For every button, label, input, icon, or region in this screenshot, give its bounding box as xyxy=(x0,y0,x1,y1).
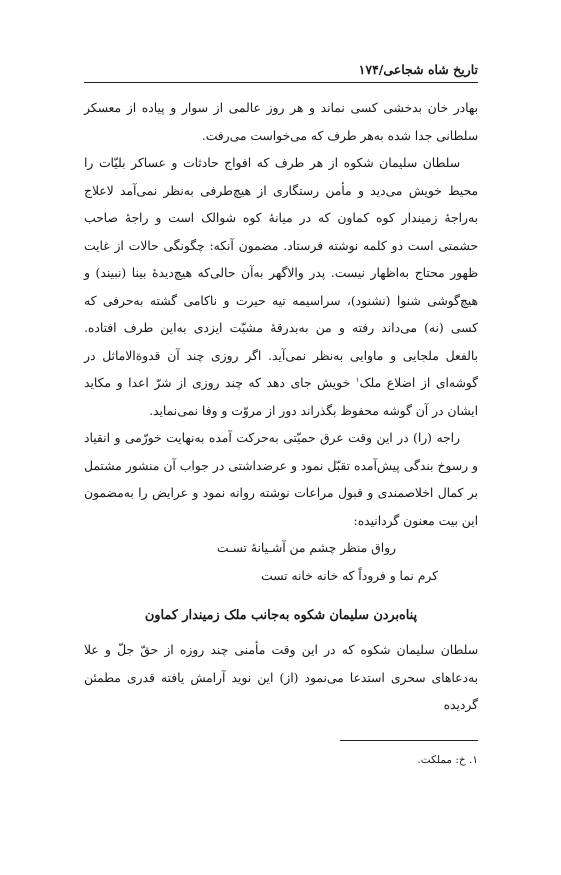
paragraph-2-part-1: سلطان سلیمان شکوه از هر طرف که افواج حادثات و عساکر بلیّات را محیط خویش می‌دید و مأمن رستگاری از هیچ‌طرفی به‌نظر نمی‌آمد لاعلاج به‌راجهٔ زمیندار کوه کماون که در میانهٔ کوه شوالک است و راجهٔ صاحب حشمتی است دو کلمه نوشته فرستاد. مضمون آنکه: چگونگی حالات از غایت ظهور محتاج به‌اظهار نیست. پدر والاگهر به‌آن حالی‌که هیچ‌دیدهٔ بینا (نبیند) و هیچ‌گوشی شنوا (نشنود)، سراسیمه تیه حیرت و ناکامی گشته به‌حرفی که کسی (نه) می‌داند رفته و من به‌بدرقهٔ مشیّت ایزدی به‌این طرف افتاده. بالفعل ملجایی و ماوایی به‌نظر نمی‌آید. اگر روزی چند آن قدوةالاماثل در گوشه‌ای از اضلاع ملک xyxy=(84,156,478,390)
paragraph-2 xyxy=(84,150,478,425)
paragraph-2-part-2: خویش جای دهد که چند روزی از شرّ اعدا و مکاید ایشان در آن گوشه محفوظ بگذراند دور از مروّت و وفا نمی‌نماید. xyxy=(84,376,478,418)
verse-1-text: رواق منظر چشم من آشـیانهٔ تسـت xyxy=(216,541,396,555)
paragraph-1: بهادر خان بدخشی کسی نماند و هر روز عالمی از سوار و پیاده از معسکر سلطانی جدا شده به‌هر طرف که می‌خواست می‌رفت. xyxy=(84,101,478,143)
footnote-marker: ۱ xyxy=(355,375,360,384)
running-header: تاریخ شاه شجاعی/۱۷۴ xyxy=(358,62,478,77)
main-text xyxy=(84,95,478,720)
section-heading: پناه‌بردن سلیمان شکوه به‌جانب ملک زمیندار کماون xyxy=(144,608,418,623)
paragraph-4: سلطان سلیمان شکوه که در این وقت مأمنی چند روزه از حقّ جلّ و علا به‌دعاهای سحری استدعا می‌نمود (از) این نوید آرامش یافته قدری مطمئن گردیده xyxy=(84,643,478,712)
footnote: ۱. خ: مملکت. xyxy=(417,754,478,766)
paragraph-3: راجه (را) در این وقت عرق حمیّتی به‌حرکت آمده به‌نهایت خورّمی و انقیاد و رسوخ بندگی پیش‌آمده تقبّل نمود و عرضداشتی در جواب آن منشور مشتمل بر کمال اخلاصمندی و قبول مراعات نوشته روانه نمود و عرایض را به‌مضمون این بیت معنون گردانیده: xyxy=(84,431,478,528)
header-rule xyxy=(84,82,478,83)
verse-line-1 xyxy=(84,535,478,563)
footnote-rule xyxy=(340,740,478,741)
verse-2-text: کرم نما و فروداً که خانه خانه تست xyxy=(261,568,438,583)
verse-line-2 xyxy=(84,563,478,591)
